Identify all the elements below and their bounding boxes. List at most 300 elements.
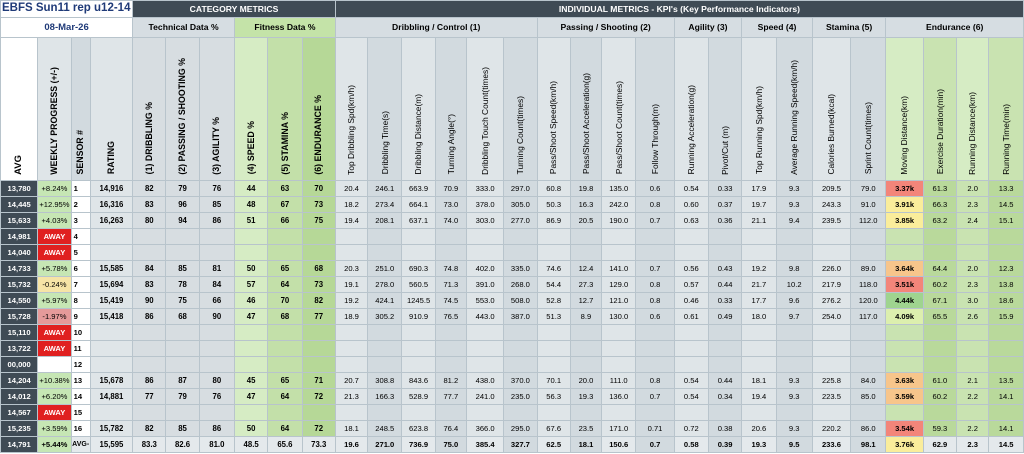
kpi-cell-10: 0.7 [636,437,674,453]
kpi-cell-7: 50.3 [537,197,570,213]
kpi-cell-18 [923,325,956,341]
kpi-cell-7: 51.3 [537,309,570,325]
table-row [1,213,1024,229]
category-cell-4 [235,229,268,245]
kpi-cell-12 [708,357,741,373]
kpi-cell-13 [742,405,776,421]
kpi-cell-4 [435,229,466,245]
sensor-number: 4 [71,229,90,245]
kpi-cell-20: 15.1 [989,213,1024,229]
kpi-cell-13: 19.2 [742,261,776,277]
sensor-number: 1 [71,181,90,197]
category-cell-3 [199,357,234,373]
category-cell-4: 48.5 [235,437,268,453]
category-cell-1 [133,405,166,421]
category-cell-5: 68 [268,309,302,325]
weekly-progress-cell: +4.03% [38,213,71,229]
kpi-cell-14 [776,357,812,373]
kpi-cell-11 [674,357,708,373]
col-kpi-15-label: Calories Burned(kcal) [826,93,837,175]
rating-cell: 15,419 [90,293,132,309]
rating-cell: 15,782 [90,421,132,437]
kpi-cell-10: 0.71 [636,421,674,437]
row-avg: 15,235 [1,421,38,437]
kpi-cell-2 [368,229,402,245]
kpi-cell-16 [851,357,886,373]
category-cell-3: 86 [199,213,234,229]
kpi-cell-6 [504,229,537,245]
kpi-cell-15 [812,405,850,421]
kpi-cell-19: 3.0 [957,293,989,309]
kpi-cell-16 [851,405,886,421]
col-kpi-11 [674,38,708,181]
kpi-cell-4 [435,405,466,421]
col-kpi-1-label: Top Dribbling Spd(km/h) [346,84,357,175]
rating-cell: 16,263 [90,213,132,229]
category-cell-3: 66 [199,293,234,309]
category-cell-3 [199,229,234,245]
kpi-cell-19: 2.6 [957,309,989,325]
weekly-progress-cell: +10.38% [38,373,71,389]
category-cell-5: 63 [268,181,302,197]
rating-cell [90,341,132,357]
kpi-cell-4: 71.3 [435,277,466,293]
kpi-cell-18 [923,341,956,357]
category-cell-5: 66 [268,213,302,229]
row-avg: 14,567 [1,405,38,421]
kpi-cell-6: 508.0 [504,293,537,309]
col-sensor-label: SENSOR # [75,129,86,175]
kpi-cell-14: 9.7 [776,309,812,325]
category-cell-3 [199,341,234,357]
kpi-cell-14 [776,245,812,261]
kpi-cell-5: 366.0 [466,421,503,437]
sensor-number: 6 [71,261,90,277]
kpi-cell-20: 13.5 [989,373,1024,389]
kpi-cell-8: 18.1 [570,437,601,453]
kpi-cell-9: 141.0 [602,261,636,277]
row-avg: 15,633 [1,213,38,229]
category-cell-2: 78 [166,277,199,293]
kpi-cell-11: 0.63 [674,213,708,229]
kpi-cell-14: 9.5 [776,437,812,453]
kpi-cell-9: 130.0 [602,309,636,325]
row-avg: 15,732 [1,277,38,293]
row-avg: 15,728 [1,309,38,325]
kpi-cell-3: 690.3 [402,261,435,277]
kpi-cell-19 [957,325,989,341]
category-cell-4: 46 [235,293,268,309]
category-cell-6 [302,245,335,261]
kpi-cell-7: 86.9 [537,213,570,229]
kpi-cell-3 [402,229,435,245]
kpi-cell-17: 3.37k [886,181,923,197]
col-kpi-11-label: Running Acceleration(g) [686,85,697,175]
kpi-cell-18: 61.0 [923,373,956,389]
kpi-cell-6 [504,341,537,357]
category-cell-1: 90 [133,293,166,309]
kpi-cell-8: 19.8 [570,181,601,197]
rating-cell: 15,694 [90,277,132,293]
kpi-cell-18: 62.9 [923,437,956,453]
kpi-cell-5: 553.0 [466,293,503,309]
kpi-cell-20 [989,357,1024,373]
kpi-cell-20: 15.9 [989,309,1024,325]
table-row [1,341,1024,357]
weekly-progress-cell: -1.97% [38,309,71,325]
kpi-cell-15: 239.5 [812,213,850,229]
kpi-cell-11: 0.58 [674,437,708,453]
category-cell-3: 86 [199,421,234,437]
kpi-cell-20 [989,229,1024,245]
col-kpi-13 [742,38,776,181]
kpi-cell-11: 0.57 [674,277,708,293]
kpi-cell-12: 0.39 [708,437,741,453]
kpi-cell-10: 0.7 [636,389,674,405]
category-cell-5 [268,341,302,357]
weekly-progress-cell [38,357,71,373]
category-cell-3 [199,325,234,341]
kpi-cell-13: 21.7 [742,277,776,293]
kpi-cell-1: 18.2 [335,197,367,213]
kpi-cell-4: 76.5 [435,309,466,325]
col-rating-label: RATING [106,141,117,175]
kpi-cell-3: 560.5 [402,277,435,293]
kpi-cell-7 [537,341,570,357]
table-row [1,405,1024,421]
row-avg: 13,780 [1,181,38,197]
kpi-cell-9 [602,325,636,341]
sensor-number: 13 [71,373,90,389]
kpi-cell-18: 60.2 [923,277,956,293]
kpi-cell-15: 217.9 [812,277,850,293]
sensor-number: 12 [71,357,90,373]
category-cell-5: 67 [268,197,302,213]
kpi-cell-7 [537,357,570,373]
kpi-cell-12 [708,245,741,261]
col-kpi-17 [886,38,923,181]
table-row [1,245,1024,261]
category-cell-1 [133,245,166,261]
kpi-cell-10 [636,325,674,341]
category-cell-1 [133,341,166,357]
rating-cell: 14,881 [90,389,132,405]
category-cell-2: 85 [166,261,199,277]
kpi-cell-20: 14.1 [989,421,1024,437]
category-metrics-header: CATEGORY METRICS [133,1,336,18]
kpi-cell-7: 56.3 [537,389,570,405]
col-cat-6 [302,38,335,181]
kpi-cell-12: 0.33 [708,181,741,197]
kpi-cell-1: 19.1 [335,277,367,293]
col-kpi-9-label: Pass/Shoot Count(times) [613,81,624,175]
kpi-cell-9 [602,229,636,245]
kpi-cell-19 [957,245,989,261]
kpi-cell-11: 0.46 [674,293,708,309]
kpi-cell-4 [435,357,466,373]
col-avg [1,38,38,181]
kpi-cell-14 [776,341,812,357]
kpi-cell-17 [886,245,923,261]
kpi-cell-1 [335,245,367,261]
kpi-cell-5: 443.0 [466,309,503,325]
kpi-cell-16: 85.0 [851,389,886,405]
category-cell-4 [235,341,268,357]
kpi-cell-4: 74.0 [435,213,466,229]
kpi-cell-7 [537,245,570,261]
kpi-cell-1: 20.3 [335,261,367,277]
kpi-cell-11: 0.72 [674,421,708,437]
table-row [1,261,1024,277]
kpi-cell-2: 248.5 [368,421,402,437]
kpi-cell-17 [886,357,923,373]
kpi-cell-13: 19.3 [742,437,776,453]
category-cell-5 [268,229,302,245]
kpi-cell-5: 402.0 [466,261,503,277]
rating-cell [90,357,132,373]
category-cell-6: 77 [302,309,335,325]
kpi-cell-11: 0.60 [674,197,708,213]
category-cell-2: 68 [166,309,199,325]
group-agility-header: Agility (3) [674,18,742,38]
kpi-cell-19: 2.2 [957,421,989,437]
category-cell-4 [235,325,268,341]
kpi-cell-19: 2.3 [957,437,989,453]
kpi-cell-20: 14.1 [989,389,1024,405]
row-avg: 14,040 [1,245,38,261]
kpi-cell-13: 17.7 [742,293,776,309]
kpi-cell-1 [335,357,367,373]
group-stamina-header: Stamina (5) [812,18,886,38]
table-row [1,293,1024,309]
kpi-cell-17: 4.44k [886,293,923,309]
kpi-cell-8 [570,229,601,245]
weekly-progress-cell: +5.78% [38,261,71,277]
table-row [1,357,1024,373]
category-cell-6: 72 [302,389,335,405]
kpi-cell-13: 18.0 [742,309,776,325]
kpi-cell-5: 333.0 [466,181,503,197]
col-cat-1 [133,38,166,181]
col-cat-6-label: (6) ENDURANCE % [313,94,324,175]
sensor-number: 8 [71,293,90,309]
kpi-cell-5 [466,341,503,357]
kpi-cell-2: 424.1 [368,293,402,309]
fitness-data-header: Fitness Data % [235,18,336,38]
kpi-cell-6: 297.0 [504,181,537,197]
kpi-cell-5 [466,229,503,245]
kpi-cell-5: 241.0 [466,389,503,405]
kpi-cell-10 [636,229,674,245]
col-kpi-4-label: Turning Angle(°) [445,114,456,175]
kpi-cell-10: 0.8 [636,373,674,389]
kpi-cell-7 [537,325,570,341]
rating-cell: 15,678 [90,373,132,389]
category-cell-1: 83.3 [133,437,166,453]
sheet-title: EBFS Sun11 rep u12-14 [1,1,133,18]
kpi-cell-6 [504,357,537,373]
kpi-cell-12: 0.44 [708,277,741,293]
kpi-cell-20: 14.5 [989,197,1024,213]
row-avg: 15,110 [1,325,38,341]
kpi-cell-15: 220.2 [812,421,850,437]
weekly-progress-cell: +5.97% [38,293,71,309]
kpi-cell-13: 19.4 [742,389,776,405]
kpi-cell-14 [776,229,812,245]
kpi-cell-9: 129.0 [602,277,636,293]
sensor-number: 14 [71,389,90,405]
kpi-cell-7: 70.1 [537,373,570,389]
kpi-cell-2: 278.0 [368,277,402,293]
kpi-cell-9 [602,357,636,373]
col-kpi-14-label: Average Running Speed(km/h) [788,59,799,175]
kpi-cell-2 [368,245,402,261]
kpi-cell-9: 135.0 [602,181,636,197]
category-cell-3 [199,245,234,261]
kpi-cell-4 [435,245,466,261]
kpi-cell-10: 0.7 [636,213,674,229]
kpi-cell-9: 190.0 [602,213,636,229]
col-kpi-8-label: Pass/Shoot Acceleration(g) [580,73,591,175]
kpi-cell-10 [636,245,674,261]
category-cell-6: 73.3 [302,437,335,453]
col-kpi-17-label: Moving Distance(km) [899,95,910,175]
col-cat-4-label: (4) SPEED % [245,121,256,175]
col-avg-label: AVG [13,154,25,175]
kpi-cell-7: 54.4 [537,277,570,293]
category-cell-3: 85 [199,197,234,213]
kpi-cell-19 [957,405,989,421]
category-cell-6 [302,229,335,245]
sensor-number: 7 [71,277,90,293]
kpi-cell-11 [674,245,708,261]
kpi-cell-15: 225.8 [812,373,850,389]
rating-cell [90,325,132,341]
kpi-cell-9: 171.0 [602,421,636,437]
technical-data-header: Technical Data % [133,18,235,38]
kpi-cell-14: 10.2 [776,277,812,293]
individual-metrics-header: INDIVIDUAL METRICS - KPI's (Key Performance Indicators) [335,1,1023,18]
kpi-cell-14: 9.8 [776,261,812,277]
weekly-progress-cell: AWAY [38,341,71,357]
col-kpi-10-label: Follow Through(m) [649,104,660,175]
kpi-cell-15: 254.0 [812,309,850,325]
col-kpi-6 [504,38,537,181]
category-cell-6: 68 [302,261,335,277]
kpi-cell-2: 251.0 [368,261,402,277]
sensor-number: 3 [71,213,90,229]
kpi-cell-16 [851,341,886,357]
category-cell-3: 76 [199,181,234,197]
kpi-cell-17 [886,229,923,245]
kpi-cell-8 [570,405,601,421]
kpi-cell-18 [923,405,956,421]
kpi-cell-1 [335,405,367,421]
kpi-cell-19: 2.0 [957,181,989,197]
kpi-cell-19: 2.1 [957,373,989,389]
table-row [1,181,1024,197]
col-weekly-progress [38,38,71,181]
kpi-cell-16: 120.0 [851,293,886,309]
category-cell-3: 81.0 [199,437,234,453]
kpi-cell-2: 305.2 [368,309,402,325]
kpi-cell-2: 166.3 [368,389,402,405]
kpi-cell-8: 20.0 [570,373,601,389]
group-dribbling-header: Dribbling / Control (1) [335,18,537,38]
kpi-cell-18 [923,229,956,245]
category-cell-4: 44 [235,181,268,197]
category-cell-6: 71 [302,373,335,389]
category-cell-4 [235,357,268,373]
kpi-cell-8: 20.5 [570,213,601,229]
category-cell-4: 57 [235,277,268,293]
rating-cell [90,229,132,245]
col-kpi-5 [466,38,503,181]
col-kpi-2 [368,38,402,181]
totals-row [1,437,1024,453]
col-cat-5-label: (5) STAMINA % [279,111,290,175]
kpi-cell-19: 2.0 [957,261,989,277]
kpi-cell-13 [742,341,776,357]
kpi-cell-17: 3.91k [886,197,923,213]
kpi-cell-14: 9.3 [776,373,812,389]
kpi-cell-6 [504,245,537,261]
kpi-cell-12 [708,229,741,245]
category-cell-3 [199,405,234,421]
kpi-cell-20: 14.5 [989,437,1024,453]
category-cell-5 [268,245,302,261]
col-cat-4 [235,38,268,181]
kpi-cell-6: 370.0 [504,373,537,389]
kpi-cell-14: 9.3 [776,389,812,405]
kpi-cell-3 [402,357,435,373]
table-row [1,229,1024,245]
kpi-cell-9 [602,405,636,421]
kpi-cell-3: 637.1 [402,213,435,229]
col-kpi-19-label: Running Distance(km) [967,91,978,175]
kpi-cell-13: 19.7 [742,197,776,213]
category-cell-1: 83 [133,277,166,293]
kpi-cell-16: 84.0 [851,373,886,389]
kpi-cell-1: 19.2 [335,293,367,309]
category-cell-5: 65 [268,261,302,277]
category-cell-1: 82 [133,421,166,437]
kpi-cell-14: 9.4 [776,213,812,229]
kpi-cell-9: 111.0 [602,373,636,389]
category-cell-2 [166,357,199,373]
col-kpi-9 [602,38,636,181]
kpi-cell-10 [636,357,674,373]
col-kpi-12-label: Pivot/Cut (m) [719,125,730,175]
kpi-cell-20: 18.6 [989,293,1024,309]
rating-cell: 16,316 [90,197,132,213]
category-cell-5: 65.6 [268,437,302,453]
category-cell-1: 86 [133,309,166,325]
category-cell-4 [235,245,268,261]
category-cell-2 [166,229,199,245]
kpi-cell-11 [674,405,708,421]
kpi-cell-13: 18.1 [742,373,776,389]
category-cell-6 [302,325,335,341]
category-cell-2 [166,341,199,357]
col-cat-1-label: (1) DRIBBLING % [143,102,154,175]
kpi-cell-1: 18.1 [335,421,367,437]
category-cell-2: 75 [166,293,199,309]
kpi-cell-2: 208.1 [368,213,402,229]
kpi-cell-19 [957,229,989,245]
kpi-cell-19 [957,341,989,357]
kpi-cell-17 [886,405,923,421]
